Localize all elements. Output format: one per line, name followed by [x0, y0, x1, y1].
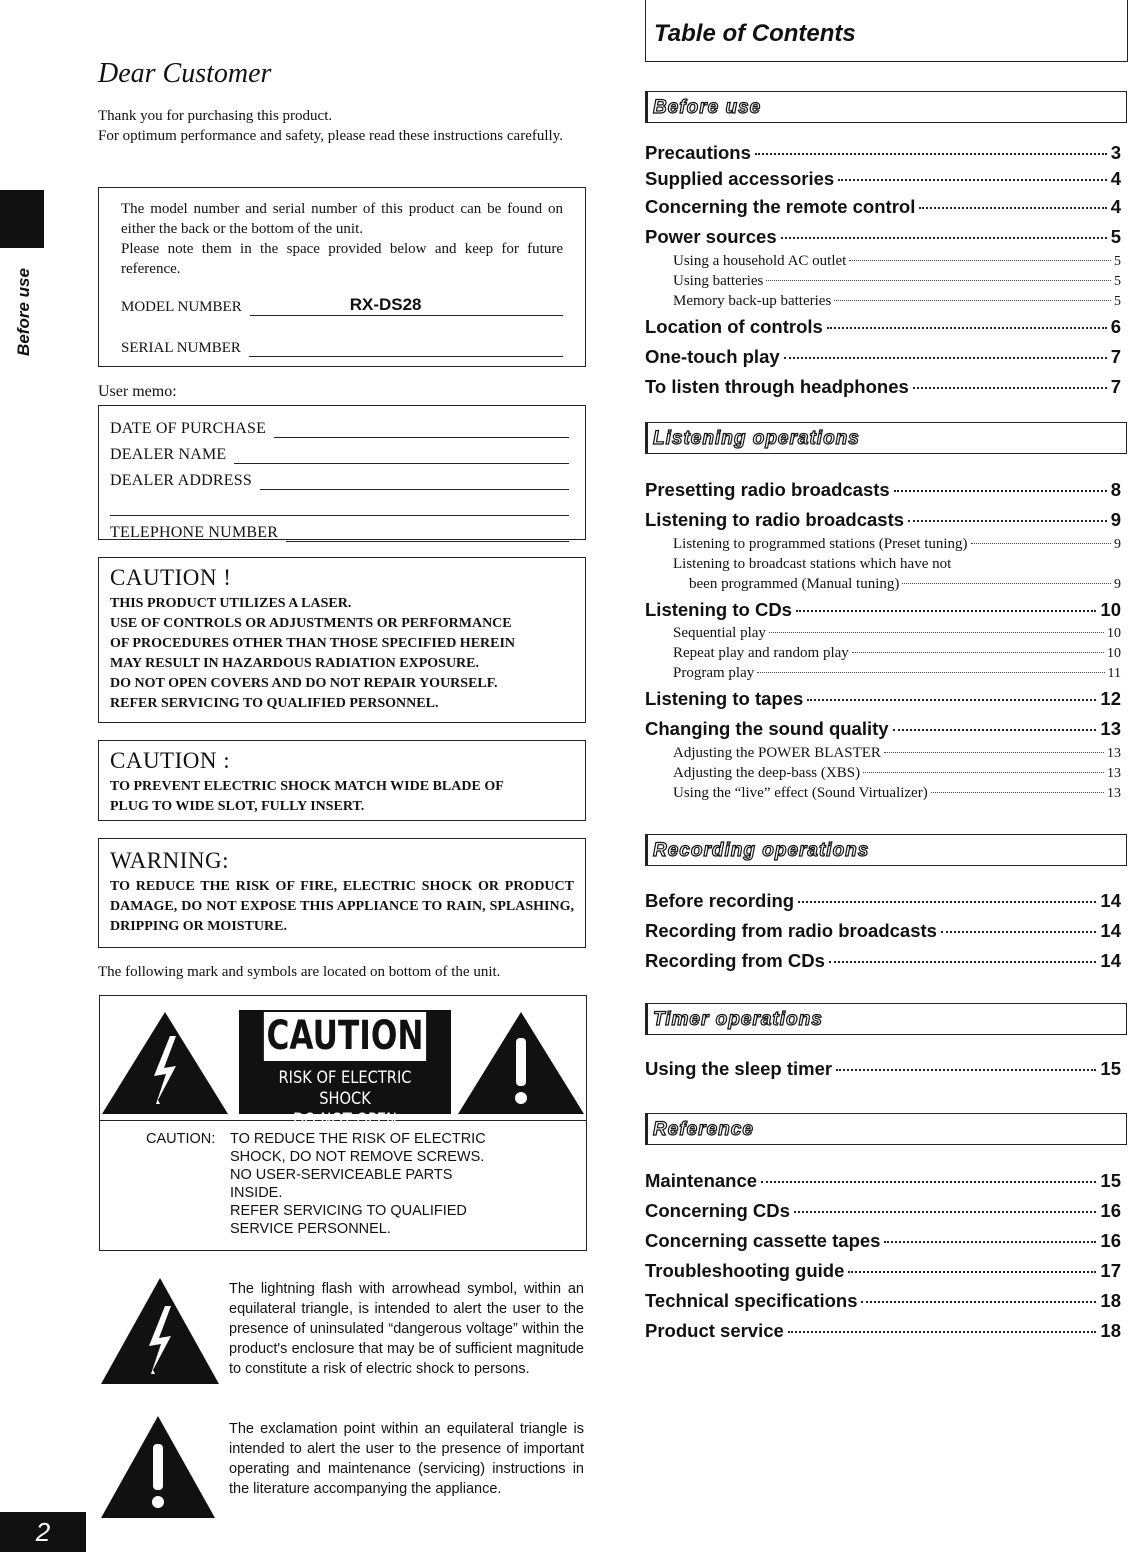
toc-subentry-title: Program play [673, 665, 755, 681]
lightning-explanation: The lightning flash with arrowhead symbol, within an equilateral triangle, is intended to alert the user to the presence of uninsulated “dangerous voltage” within the product's enclosure that may be of sufficient magnitude to constitute a risk of electric shock to persons. [229, 1281, 584, 1377]
toc-entry-page: 14 [1100, 950, 1121, 971]
toc-entry-page: 10 [1100, 599, 1121, 620]
toc-header [645, 0, 1128, 62]
toc-entry-page: 6 [1110, 316, 1121, 337]
toc-subentry-title: Memory back-up batteries [673, 293, 832, 309]
symbol-caution-line: INSIDE. [230, 1185, 283, 1201]
toc-entry-page: 15 [1100, 1058, 1121, 1079]
memo-field-line[interactable] [110, 497, 569, 516]
caution-sign-title: CAUTION [264, 1012, 426, 1061]
page-number: 2 [0, 1512, 86, 1552]
intro-line-2: For optimum performance and safety, please read these instructions carefully. [98, 128, 563, 144]
toc-section-listening-operations [645, 422, 1127, 454]
toc-subentry-title: Using a household AC outlet [673, 253, 847, 269]
exclamation-warning-icon [456, 1010, 586, 1116]
toc-entry-page: 14 [1100, 920, 1121, 941]
memo-field-label: DEALER ADDRESS [110, 472, 252, 489]
toc-subentry-title: Adjusting the deep-bass (XBS) [673, 765, 861, 781]
toc-entry-page: 3 [1110, 142, 1121, 163]
memo-field-row [110, 490, 569, 516]
toc-entry[interactable] [645, 346, 1121, 368]
laser-caution-line: OF PROCEDURES OTHER THAN THOSE SPECIFIED HEREIN [110, 636, 516, 651]
toc-entry-page: 8 [1110, 479, 1121, 500]
laser-caution-line: DO NOT OPEN COVERS AND DO NOT REPAIR YOURSELF. [110, 676, 498, 691]
symbol-caution-label: CAUTION: [146, 1131, 216, 1147]
toc-entry[interactable] [645, 1058, 1121, 1080]
toc-entry-page: 16 [1100, 1230, 1121, 1251]
toc-subentry[interactable] [673, 293, 1121, 310]
toc-entry-page: 12 [1100, 688, 1121, 709]
exclamation-explanation: The exclamation point within an equilateral triangle is intended to alert the user to the presence of important operating and maintenance (servicing) instructions in the literature accompanying the appliance. [229, 1421, 584, 1497]
toc-entry[interactable] [645, 1230, 1121, 1252]
toc-section-title: Timer operations [653, 1009, 823, 1030]
toc-subentry-page: 13 [1107, 746, 1121, 761]
toc-entry-title: Supplied accessories [645, 168, 835, 189]
toc-entry[interactable] [645, 950, 1121, 972]
toc-title: Table of Contents [654, 20, 856, 47]
toc-entry[interactable] [645, 599, 1121, 621]
laser-caution-box [98, 557, 586, 723]
laser-caution-line: MAY RESULT IN HAZARDOUS RADIATION EXPOSURE. [110, 656, 479, 671]
toc-subentry-title: Sequential play [673, 625, 766, 641]
toc-entry[interactable] [645, 196, 1121, 218]
toc-subentry[interactable] [673, 645, 1121, 662]
shock-caution-line: TO PREVENT ELECTRIC SHOCK MATCH WIDE BLADE OF [110, 779, 504, 794]
shock-caution-line: PLUG TO WIDE SLOT, FULLY INSERT. [110, 799, 365, 814]
toc-subentry-title: Using the “live” effect (Sound Virtualizer) [673, 785, 928, 801]
toc-entry-title: Product service [645, 1320, 784, 1341]
toc-subentry-page: 13 [1107, 786, 1121, 801]
model-number-box [98, 187, 586, 367]
toc-subentry[interactable] [673, 625, 1121, 642]
toc-subentry[interactable] [673, 785, 1121, 802]
toc-entry[interactable] [645, 1170, 1121, 1192]
symbol-caution-line: NO USER-SERVICEABLE PARTS [230, 1167, 453, 1183]
model-box-text-2: Please note them in the space provided below and keep for future reference. [121, 241, 563, 277]
toc-entry[interactable] [645, 718, 1121, 740]
toc-subentry[interactable] [673, 536, 1121, 553]
memo-field-row [110, 464, 569, 490]
toc-entry-title: Concerning cassette tapes [645, 1230, 881, 1251]
toc-entry[interactable] [645, 1320, 1121, 1342]
toc-entry-title: Using the sleep timer [645, 1058, 833, 1079]
toc-subentry-title: Using batteries [673, 273, 764, 289]
memo-field-line[interactable] [260, 471, 569, 490]
toc-entry-title: Listening to tapes [645, 688, 804, 709]
symbol-caution-line: REFER SERVICING TO QUALIFIED [230, 1203, 467, 1219]
toc-subentry[interactable] [689, 576, 1121, 593]
toc-entry[interactable] [645, 509, 1121, 531]
warning-box [98, 838, 586, 948]
toc-section-timer-operations [645, 1003, 1127, 1035]
toc-entry-page: 15 [1100, 1170, 1121, 1191]
toc-section-reference [645, 1113, 1127, 1145]
serial-number-row [121, 338, 563, 357]
toc-entry-title: Precautions [645, 142, 751, 163]
toc-entry[interactable] [645, 168, 1121, 190]
laser-caution-line: REFER SERVICING TO QUALIFIED PERSONNEL. [110, 696, 439, 711]
caution-label-box [99, 995, 587, 1251]
toc-entry-page: 14 [1100, 890, 1121, 911]
toc-section-title: Reference [653, 1119, 754, 1140]
memo-field-row [110, 516, 569, 542]
toc-section-title: Listening operations [653, 428, 860, 449]
symbol-caution-line: SHOCK, DO NOT REMOVE SCREWS. [230, 1149, 485, 1165]
toc-entry-title: Presetting radio broadcasts [645, 479, 890, 500]
toc-subentry-page: 5 [1114, 254, 1121, 269]
toc-entry-title: Recording from CDs [645, 950, 825, 971]
toc-subentry[interactable] [673, 253, 1121, 270]
toc-subentry-page: 11 [1107, 666, 1121, 681]
shock-caution-title: CAUTION : [110, 748, 231, 773]
laser-caution-title: CAUTION ! [110, 565, 232, 590]
user-memo-title: User memo: [98, 383, 177, 400]
toc-entry-title: Location of controls [645, 316, 823, 337]
user-memo-box [98, 405, 586, 540]
symbol-caution-line: SERVICE PERSONNEL. [230, 1221, 391, 1237]
toc-subentry-page: 5 [1114, 274, 1121, 289]
toc-subentry-page: 5 [1114, 294, 1121, 309]
toc-entry-title: To listen through headphones [645, 376, 909, 397]
shock-caution-box [98, 740, 586, 821]
model-number-row [121, 297, 563, 316]
memo-field-line[interactable] [286, 523, 569, 542]
toc-subentry[interactable] [673, 765, 1121, 782]
toc-entry-page: 13 [1100, 718, 1121, 739]
section-tab-marker [0, 190, 44, 248]
toc-entry-title: Concerning CDs [645, 1200, 790, 1221]
toc-entry-page: 9 [1110, 509, 1121, 530]
toc-entry-page: 18 [1100, 1290, 1121, 1311]
toc-subentry-page: 10 [1107, 626, 1121, 641]
caution-sign-line-2: DO NOT OPEN [293, 1110, 397, 1130]
toc-entry-page: 4 [1110, 168, 1121, 189]
memo-field-label: DATE OF PURCHASE [110, 420, 267, 437]
toc-entry[interactable] [645, 479, 1121, 501]
toc-entry-title: Recording from radio broadcasts [645, 920, 937, 941]
toc-entry[interactable] [645, 688, 1121, 710]
caution-sign [239, 1010, 451, 1130]
toc-entry-page: 18 [1100, 1320, 1121, 1341]
intro-line-1: Thank you for purchasing this product. [98, 108, 333, 124]
memo-field-line[interactable] [274, 419, 569, 438]
model-number-label: MODEL NUMBER [121, 299, 242, 315]
toc-subentry-page: 9 [1114, 537, 1121, 552]
serial-number-field[interactable] [249, 338, 563, 357]
serial-number-label: SERIAL NUMBER [121, 340, 241, 356]
toc-entry-page: 16 [1100, 1200, 1121, 1221]
toc-entry[interactable] [645, 1290, 1121, 1312]
memo-field-label: DEALER NAME [110, 446, 227, 463]
toc-subentry-page: 13 [1107, 766, 1121, 781]
toc-entry-title: Technical specifications [645, 1290, 858, 1311]
toc-section-before-use [645, 91, 1127, 123]
toc-entry-title: Maintenance [645, 1170, 758, 1191]
toc-entry-title: Concerning the remote control [645, 196, 916, 217]
toc-subentry-page: 9 [1114, 577, 1121, 592]
warning-text: TO REDUCE THE RISK OF FIRE, ELECTRIC SHOCK OR PRODUCT DAMAGE, DO NOT EXPOSE THIS APPLIANCE TO RAIN, SPLASHING, DRIPPING OR MOISTURE. [110, 879, 574, 934]
toc-section-recording-operations [645, 834, 1127, 866]
intro-text [98, 106, 588, 146]
toc-entry-title: Troubleshooting guide [645, 1260, 845, 1281]
toc-entry[interactable] [645, 890, 1121, 912]
toc-subentry[interactable] [673, 665, 1121, 682]
laser-caution-line: USE OF CONTROLS OR ADJUSTMENTS OR PERFORMANCE [110, 616, 512, 631]
symbol-caution-line: TO REDUCE THE RISK OF ELECTRIC [230, 1131, 486, 1147]
toc-entry-title: Changing the sound quality [645, 718, 889, 739]
toc-subentry[interactable] [673, 745, 1121, 762]
memo-field-row [110, 438, 569, 464]
warning-title: WARNING: [110, 848, 229, 873]
toc-entry[interactable] [645, 376, 1121, 398]
toc-entry-title: One-touch play [645, 346, 780, 367]
lightning-triangle-icon [99, 1276, 221, 1386]
toc-entry-page: 17 [1100, 1260, 1121, 1281]
toc-entry-page: 5 [1110, 226, 1121, 247]
toc-entry[interactable] [645, 226, 1121, 248]
model-number-value: RX-DS28 [349, 295, 422, 314]
toc-entry[interactable] [645, 1260, 1121, 1282]
caution-sign-line-1: RISK OF ELECTRIC SHOCK [278, 1068, 412, 1109]
symbols-intro: The following mark and symbols are located on bottom of the unit. [98, 964, 501, 980]
toc-subentry[interactable] [673, 273, 1121, 290]
toc-entry-page: 4 [1110, 196, 1121, 217]
memo-field-line[interactable] [234, 445, 569, 464]
toc-entry-title: Listening to radio broadcasts [645, 509, 905, 530]
toc-subentry-title: Repeat play and random play [673, 645, 849, 661]
toc-entry-page: 7 [1110, 376, 1121, 397]
section-tab-label: Before use [14, 268, 33, 356]
toc-subentry-title[interactable]: Listening to broadcast stations which have not [673, 556, 952, 572]
toc-section-title: Recording operations [653, 840, 870, 861]
toc-entry[interactable] [645, 316, 1121, 338]
toc-entry-title: Power sources [645, 226, 777, 247]
laser-caution-line: THIS PRODUCT UTILIZES A LASER. [110, 596, 352, 611]
greeting-heading: Dear Customer [98, 58, 272, 89]
toc-section-title: Before use [653, 97, 762, 118]
memo-field-label: TELEPHONE NUMBER [110, 524, 279, 541]
toc-subentry-title: Adjusting the POWER BLASTER [673, 745, 881, 761]
toc-entry-title: Before recording [645, 890, 795, 911]
memo-field-row [110, 412, 569, 438]
toc-entry[interactable] [645, 142, 1121, 164]
toc-subentry-title: Listening to programmed stations (Preset tuning) [673, 536, 968, 552]
exclamation-triangle-icon [99, 1414, 217, 1520]
toc-entry[interactable] [645, 1200, 1121, 1222]
toc-entry[interactable] [645, 920, 1121, 942]
toc-entry-page: 7 [1110, 346, 1121, 367]
model-box-text-1: The model number and serial number of this product can be found on either the back or the bottom of the unit. [121, 201, 563, 237]
toc-entry-title: Listening to CDs [645, 599, 792, 620]
toc-subentry-page: 10 [1107, 646, 1121, 661]
lightning-warning-icon [100, 1010, 230, 1116]
toc-subentry-title: been programmed (Manual tuning) [689, 576, 900, 592]
